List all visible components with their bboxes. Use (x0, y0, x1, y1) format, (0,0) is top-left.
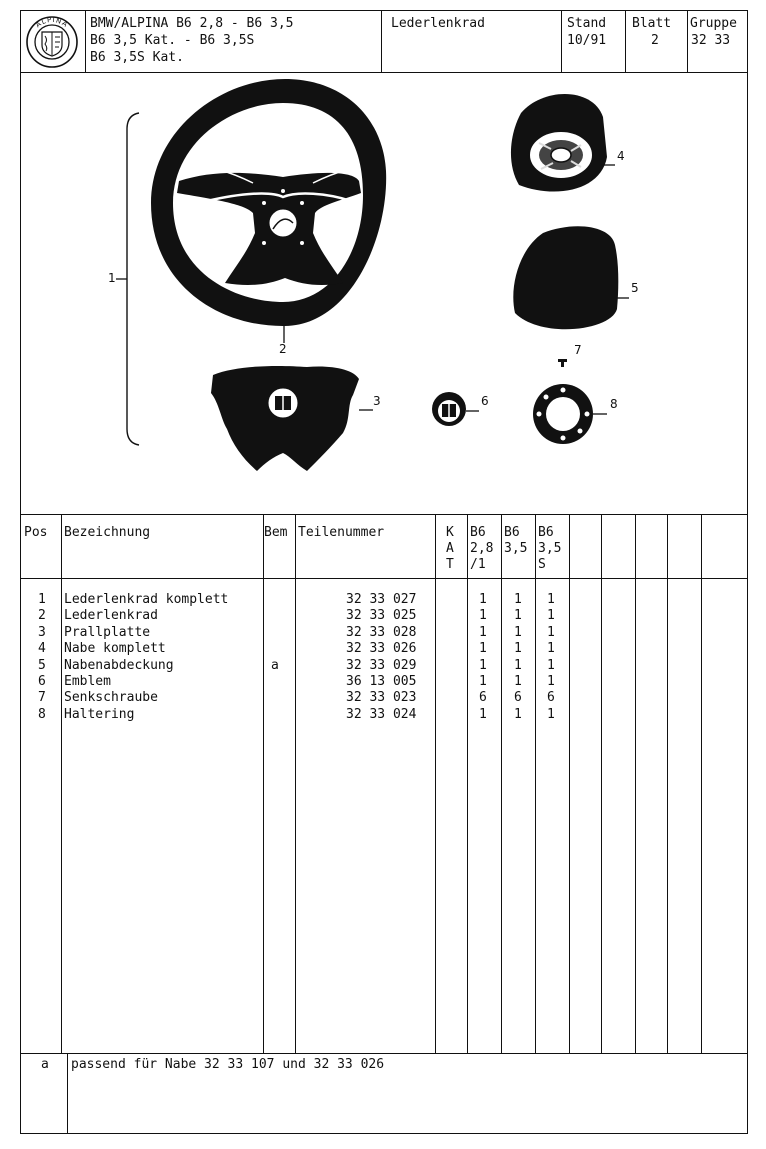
row-bem: a (271, 658, 279, 673)
row-qty-b6-35: 1 (514, 592, 522, 607)
blatt-label: Blatt (632, 16, 672, 31)
footnote-text: passend für Nabe 32 33 107 und 32 33 026 (71, 1057, 385, 1072)
header-divider (687, 11, 688, 72)
steering-wheel-drawing (151, 79, 386, 326)
header-kat: K (446, 525, 454, 540)
logo-text: ALPINA (34, 15, 70, 30)
stand-label: Stand (567, 16, 607, 31)
row-pos: 3 (38, 625, 46, 640)
header-b6-35s: S (538, 557, 546, 572)
header-bem: Bem (264, 525, 288, 540)
callout-4: 4 (617, 149, 625, 163)
column-divider (701, 514, 702, 1053)
row-qty-b6-35s: 1 (547, 592, 555, 607)
header-b6-28: /1 (470, 557, 486, 572)
column-divider (635, 514, 636, 1053)
row-name: Haltering (64, 707, 135, 722)
row-name: Emblem (64, 674, 111, 689)
models-line-1: BMW/ALPINA B6 2,8 - B6 3,5 (90, 16, 294, 31)
row-qty-b6-35s: 1 (547, 608, 555, 623)
row-qty-b6-28: 6 (479, 690, 487, 705)
row-name: Nabe komplett (64, 641, 166, 656)
row-qty-b6-35: 1 (514, 608, 522, 623)
row-name: Nabenabdeckung (64, 658, 174, 673)
callout-3: 3 (373, 394, 381, 408)
row-name: Senkschraube (64, 690, 158, 705)
footnote-mark: a (41, 1057, 49, 1072)
row-qty-b6-35: 1 (514, 674, 522, 689)
header-pos: Pos (24, 525, 48, 540)
callout-8: 8 (610, 397, 618, 411)
header-divider (381, 11, 382, 72)
row-part-number: 32 33 025 (346, 608, 417, 623)
svg-text:ALPINA (34, 16, 69, 29)
header-bezeichnung: Bezeichnung (64, 525, 151, 540)
row-qty-b6-28: 1 (479, 625, 487, 640)
column-divider (601, 514, 602, 1053)
header-kat: T (446, 557, 454, 572)
header-divider (85, 11, 86, 72)
row-part-number: 32 33 023 (346, 690, 417, 705)
row-qty-b6-35: 1 (514, 625, 522, 640)
column-divider (535, 514, 536, 1053)
header-divider (625, 11, 626, 72)
row-part-number: 32 33 024 (346, 707, 417, 722)
row-qty-b6-28: 1 (479, 641, 487, 656)
group-bracket (127, 113, 139, 445)
parts-sheet (20, 10, 748, 1134)
row-qty-b6-35s: 6 (547, 690, 555, 705)
screw-drawing (558, 359, 567, 367)
emblem-drawing (432, 392, 466, 426)
table-header-rule (21, 578, 747, 579)
row-qty-b6-35s: 1 (547, 658, 555, 673)
column-divider (263, 514, 264, 1053)
row-pos: 4 (38, 641, 46, 656)
blatt-value: 2 (651, 33, 659, 48)
sheet-title: Lederlenkrad (391, 16, 485, 31)
row-qty-b6-35s: 1 (547, 625, 555, 640)
row-name: Lederlenkrad (64, 608, 158, 623)
row-part-number: 32 33 027 (346, 592, 417, 607)
retaining-ring-drawing (533, 384, 593, 444)
column-divider (435, 514, 436, 1053)
row-qty-b6-28: 1 (479, 674, 487, 689)
header-b6-28: B6 (470, 525, 486, 540)
hub-cover-drawing (513, 226, 618, 329)
column-divider (501, 514, 502, 1053)
models-line-2: B6 3,5 Kat. - B6 3,5S (90, 33, 255, 48)
callout-7: 7 (574, 343, 582, 357)
row-qty-b6-35: 1 (514, 658, 522, 673)
row-part-number: 32 33 029 (346, 658, 417, 673)
header-b6-35: B6 (504, 525, 520, 540)
callout-5: 5 (631, 281, 639, 295)
header-b6-35s: 3,5 (538, 541, 562, 556)
row-part-number: 32 33 026 (346, 641, 417, 656)
row-qty-b6-35s: 1 (547, 641, 555, 656)
row-pos: 6 (38, 674, 46, 689)
callout-1: 1 (108, 271, 116, 285)
column-divider (667, 514, 668, 1053)
hub-drawing (511, 94, 607, 192)
row-name: Lederlenkrad komplett (64, 592, 229, 607)
row-qty-b6-28: 1 (479, 608, 487, 623)
header-teilenummer: Teilenummer (298, 525, 385, 540)
row-name: Prallplatte (64, 625, 151, 640)
row-qty-b6-35: 6 (514, 690, 522, 705)
header-divider (561, 11, 562, 72)
row-pos: 7 (38, 690, 46, 705)
row-qty-b6-35s: 1 (547, 674, 555, 689)
gruppe-value: 32 33 (691, 33, 731, 48)
row-qty-b6-28: 1 (479, 707, 487, 722)
stand-value: 10/91 (567, 33, 607, 48)
row-part-number: 32 33 028 (346, 625, 417, 640)
header-b6-28: 2,8 (470, 541, 494, 556)
callout-2: 2 (279, 342, 287, 356)
impact-plate-drawing (211, 366, 359, 471)
row-pos: 5 (38, 658, 46, 673)
callout-6: 6 (481, 394, 489, 408)
row-pos: 1 (38, 592, 46, 607)
footnote-divider (67, 1053, 68, 1133)
models-line-3: B6 3,5S Kat. (90, 50, 184, 65)
table-top-rule (21, 514, 747, 515)
column-divider (569, 514, 570, 1053)
header-b6-35s: B6 (538, 525, 554, 540)
row-qty-b6-35: 1 (514, 641, 522, 656)
column-divider (61, 514, 62, 1053)
gruppe-label: Gruppe (690, 16, 737, 31)
row-qty-b6-28: 1 (479, 658, 487, 673)
row-part-number: 36 13 005 (346, 674, 417, 689)
header-b6-35: 3,5 (504, 541, 528, 556)
alpina-logo (24, 15, 80, 69)
row-qty-b6-28: 1 (479, 592, 487, 607)
row-qty-b6-35s: 1 (547, 707, 555, 722)
table-bottom-rule (21, 1053, 747, 1054)
row-pos: 2 (38, 608, 46, 623)
row-pos: 8 (38, 707, 46, 722)
row-qty-b6-35: 1 (514, 707, 522, 722)
header-kat: A (446, 541, 454, 556)
column-divider (467, 514, 468, 1053)
column-divider (295, 514, 296, 1053)
